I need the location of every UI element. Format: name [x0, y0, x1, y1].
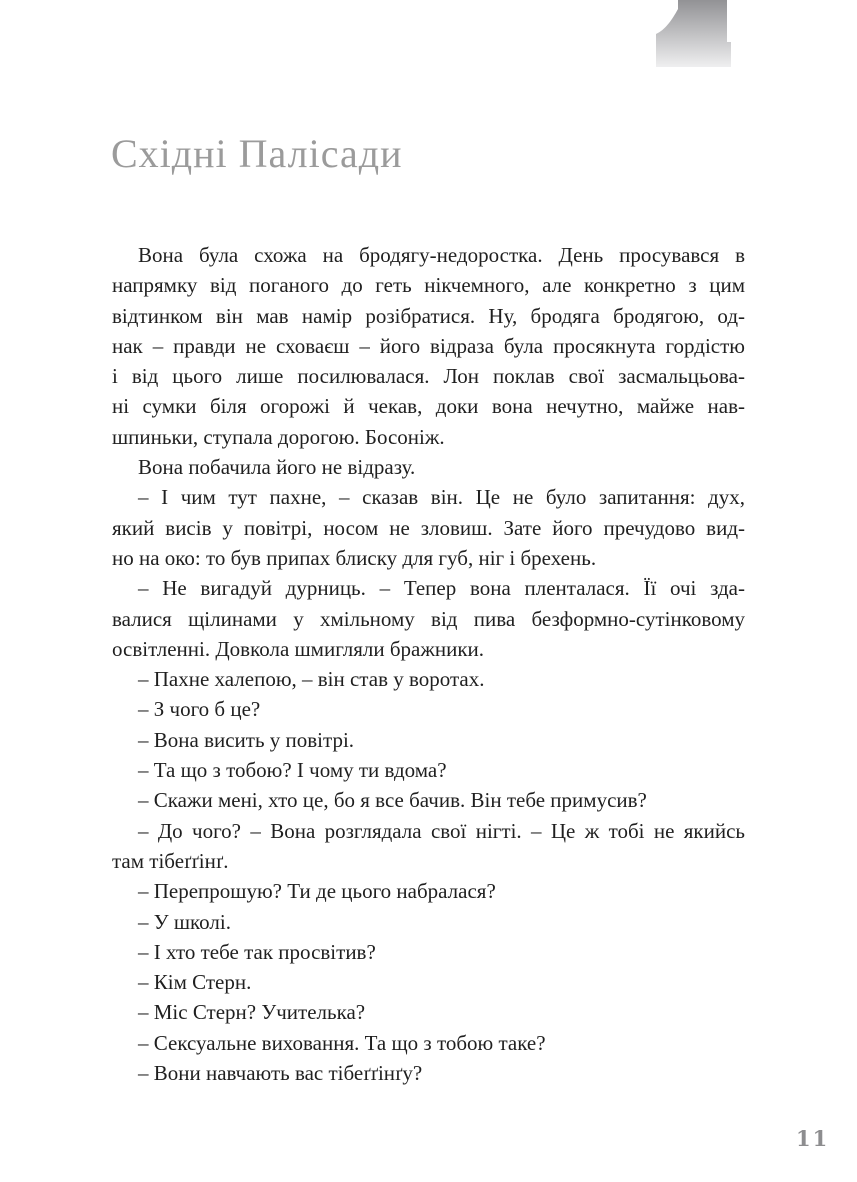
numeral-one-shape: [656, 0, 731, 67]
text-line: який висів у повітрі, носом не зловиш. Зате його пречудово вид-: [112, 515, 745, 540]
text-line: шпиньки, ступала дорогою. Босоніж.: [112, 424, 445, 449]
text-line: і від цього лише посилювалася. Лон поклав свої засмальцьова-: [112, 364, 745, 389]
chapter-number: [656, 0, 732, 67]
text-line: – Вони навчають вас тібеґґінґу?: [138, 1061, 423, 1086]
text-line: напрямку від поганого до геть нікчемного, але конкретно з цим: [112, 273, 745, 298]
page-number: 11: [796, 1126, 830, 1151]
text-line: валися щілинами у хмільному від пива безформно-сутінковому: [112, 606, 745, 631]
text-line: – У школі.: [138, 909, 231, 934]
text-line: – Пахне халепою, – він став у воротах.: [138, 667, 485, 692]
text-line: – Скажи мені, хто це, бо я все бачив. Він тебе примусив?: [138, 788, 647, 813]
text-line: – Сексуальне виховання. Та що з тобою таке?: [138, 1030, 546, 1055]
text-line: Вона побачила його не відразу.: [138, 455, 416, 480]
chapter-number-graphic: [656, 0, 732, 67]
chapter-title: Східні Палісади: [111, 130, 403, 176]
text-line: но на око: то був припах блиску для губ, ніг і брехень.: [112, 545, 597, 570]
text-line: – І хто тебе так просвітив?: [138, 939, 376, 964]
chapter-number-text: [732, 0, 733, 1]
text-line: – І чим тут пахне, – сказав він. Це не було запитання: дух,: [138, 485, 745, 510]
text-line: – Та що з тобою? І чому ти вдома?: [138, 758, 447, 783]
text-line: освітленні. Довкола шмигляли бражники.: [112, 636, 485, 661]
text-line: – До чого? – Вона розглядала свої нігті. – Це ж тобі не якийсь: [138, 818, 745, 843]
text-line: – Вона висить у повітрі.: [138, 727, 355, 752]
text-line: – Перепрошую? Ти де цього набралася?: [138, 879, 496, 904]
text-line: – З чого б це?: [138, 697, 261, 722]
text-line: Вона була схожа на бродягу-недоростка. День просувався в: [138, 243, 745, 267]
body-text: [112, 240, 745, 1088]
text-line: ні сумки біля огорожі й чекав, доки вона нечутно, майже нав-: [112, 394, 745, 419]
text-line: відтинком він мав намір розібратися. Ну, бродяга бродягою, од-: [112, 303, 745, 328]
text-line: – Не вигадуй дурниць. – Тепер вона пленталася. Її очі зда-: [138, 576, 745, 601]
text-line: – Міс Стерн? Учителька?: [138, 1000, 366, 1025]
text-line: – Кім Стерн.: [138, 970, 252, 995]
text-line: нак – правди не сховаєш – його відраза була просякнута гордістю: [112, 333, 745, 358]
text-line: там тібеґґінґ.: [112, 848, 229, 873]
